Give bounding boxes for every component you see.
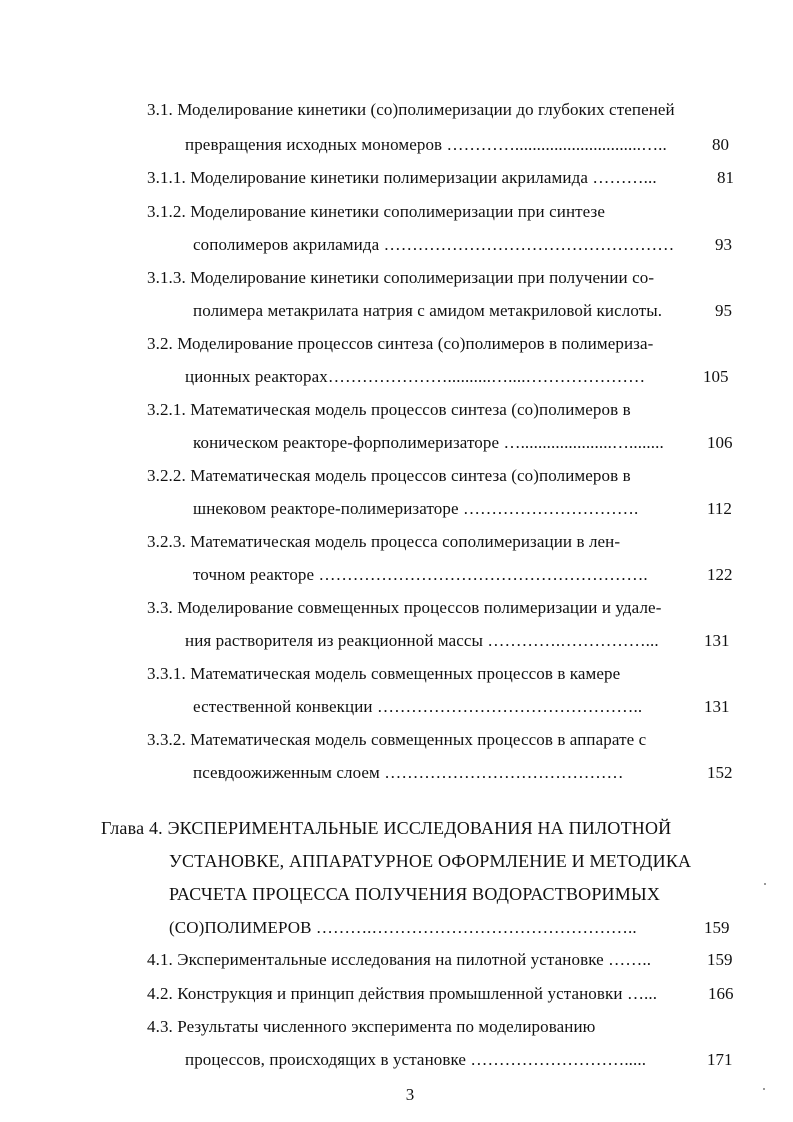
chapter-4-page: 159	[704, 918, 730, 937]
toc-entry-3-1-line2: превращения исходных мономеров ………….............................…..	[185, 135, 667, 154]
page-number: 3	[405, 1085, 415, 1104]
toc-entry-4-1-page: 159	[707, 950, 733, 969]
toc-entry-3-1-3-line1: 3.1.3. Моделирование кинетики сополимеризации при получении со-	[147, 268, 655, 287]
chapter-4-title-line2: УСТАНОВКЕ, АППАРАТУРНОЕ ОФОРМЛЕНИЕ И МЕТОДИКА	[169, 851, 692, 871]
scan-speck	[764, 883, 766, 885]
toc-entry-3-2-page: 105	[703, 367, 729, 386]
toc-entry-4-3-line1: 4.3. Результаты численного эксперимента по моделированию	[147, 1017, 596, 1036]
toc-entry-3-2-line1: 3.2. Моделирование процессов синтеза (со)полимеров в полимериза-	[147, 334, 654, 353]
toc-entry-4-1-line1: 4.1. Экспериментальные исследования на пилотной установке ……..	[147, 950, 652, 969]
toc-entry-3-2-3-line2: точном реакторе ………………………………………………….	[193, 565, 648, 584]
chapter-4-title-line1: Глава 4. ЭКСПЕРИМЕНТАЛЬНЫЕ ИССЛЕДОВАНИЯ НА ПИЛОТНОЙ	[101, 818, 672, 838]
toc-entry-4-2-line1: 4.2. Конструкция и принцип действия промышленной установки …...	[147, 984, 658, 1003]
toc-entry-4-2-page: 166	[708, 984, 734, 1003]
toc-entry-3-3-2-page: 152	[707, 763, 733, 782]
toc-entry-3-2-2-line2: шнековом реакторе-полимеризаторе ………………………….	[193, 499, 639, 518]
toc-entry-3-1-2-page: 93	[715, 235, 732, 254]
toc-entry-3-1-2-line2: сополимеров акриламида ……………………………………………	[193, 235, 675, 254]
toc-entry-3-1-3-line2: полимера метакрилата натрия с амидом метакриловой кислоты.	[193, 301, 663, 320]
toc-entry-3-3-line2: ния растворителя из реакционной массы ………….……………...	[185, 631, 659, 650]
toc-entry-3-2-2-page: 112	[707, 499, 732, 518]
toc-entry-3-2-1-page: 106	[707, 433, 733, 452]
toc-entry-3-2-2-line1: 3.2.2. Математическая модель процессов синтеза (со)полимеров в	[147, 466, 631, 485]
toc-entry-4-3-line2: процессов, происходящих в установке ……………………….....	[185, 1050, 647, 1069]
toc-entry-3-2-3-page: 122	[707, 565, 733, 584]
scan-speck	[763, 1088, 765, 1090]
toc-entry-3-3-line1: 3.3. Моделирование совмещенных процессов полимеризации и удале-	[147, 598, 662, 617]
toc-entry-3-3-2-line2: псевдоожиженным слоем ……………………………………	[193, 763, 624, 782]
toc-entry-3-2-1-line2: коническом реакторе-форполимеризаторе ….....................…........	[193, 433, 664, 452]
toc-entry-3-1-page: 80	[712, 135, 729, 154]
toc-entry-3-1-1-page: 81	[717, 168, 734, 187]
toc-entry-4-3-page: 171	[707, 1050, 733, 1069]
toc-entry-3-1-line1: 3.1. Моделирование кинетики (со)полимеризации до глубоких степеней	[147, 100, 675, 119]
chapter-4-title-line4: (СО)ПОЛИМЕРОВ ……….………………………………………..	[169, 918, 637, 937]
toc-entry-3-2-3-line1: 3.2.3. Математическая модель процесса сополимеризации в лен-	[147, 532, 621, 551]
toc-entry-3-3-1-page: 131	[704, 697, 730, 716]
toc-entry-3-1-1-line1: 3.1.1. Моделирование кинетики полимеризации акриламида ………...	[147, 168, 657, 187]
toc-entry-3-3-1-line1: 3.3.1. Математическая модель совмещенных процессов в камере	[147, 664, 621, 683]
toc-entry-3-1-3-page: 95	[715, 301, 732, 320]
toc-entry-3-2-1-line1: 3.2.1. Математическая модель процессов синтеза (со)полимеров в	[147, 400, 631, 419]
toc-entry-3-3-1-line2: естественной конвекции ………………………………………..	[193, 697, 643, 716]
toc-entry-3-3-page: 131	[704, 631, 730, 650]
chapter-4-title-line3: РАСЧЕТА ПРОЦЕССА ПОЛУЧЕНИЯ ВОДОРАСТВОРИМЫХ	[169, 884, 661, 904]
toc-entry-3-1-2-line1: 3.1.2. Моделирование кинетики сополимеризации при синтезе	[147, 202, 605, 221]
toc-entry-3-2-line2: ционных реакторах…………………..........…....…………………	[185, 367, 646, 386]
toc-entry-3-3-2-line1: 3.3.2. Математическая модель совмещенных процессов в аппарате с	[147, 730, 647, 749]
